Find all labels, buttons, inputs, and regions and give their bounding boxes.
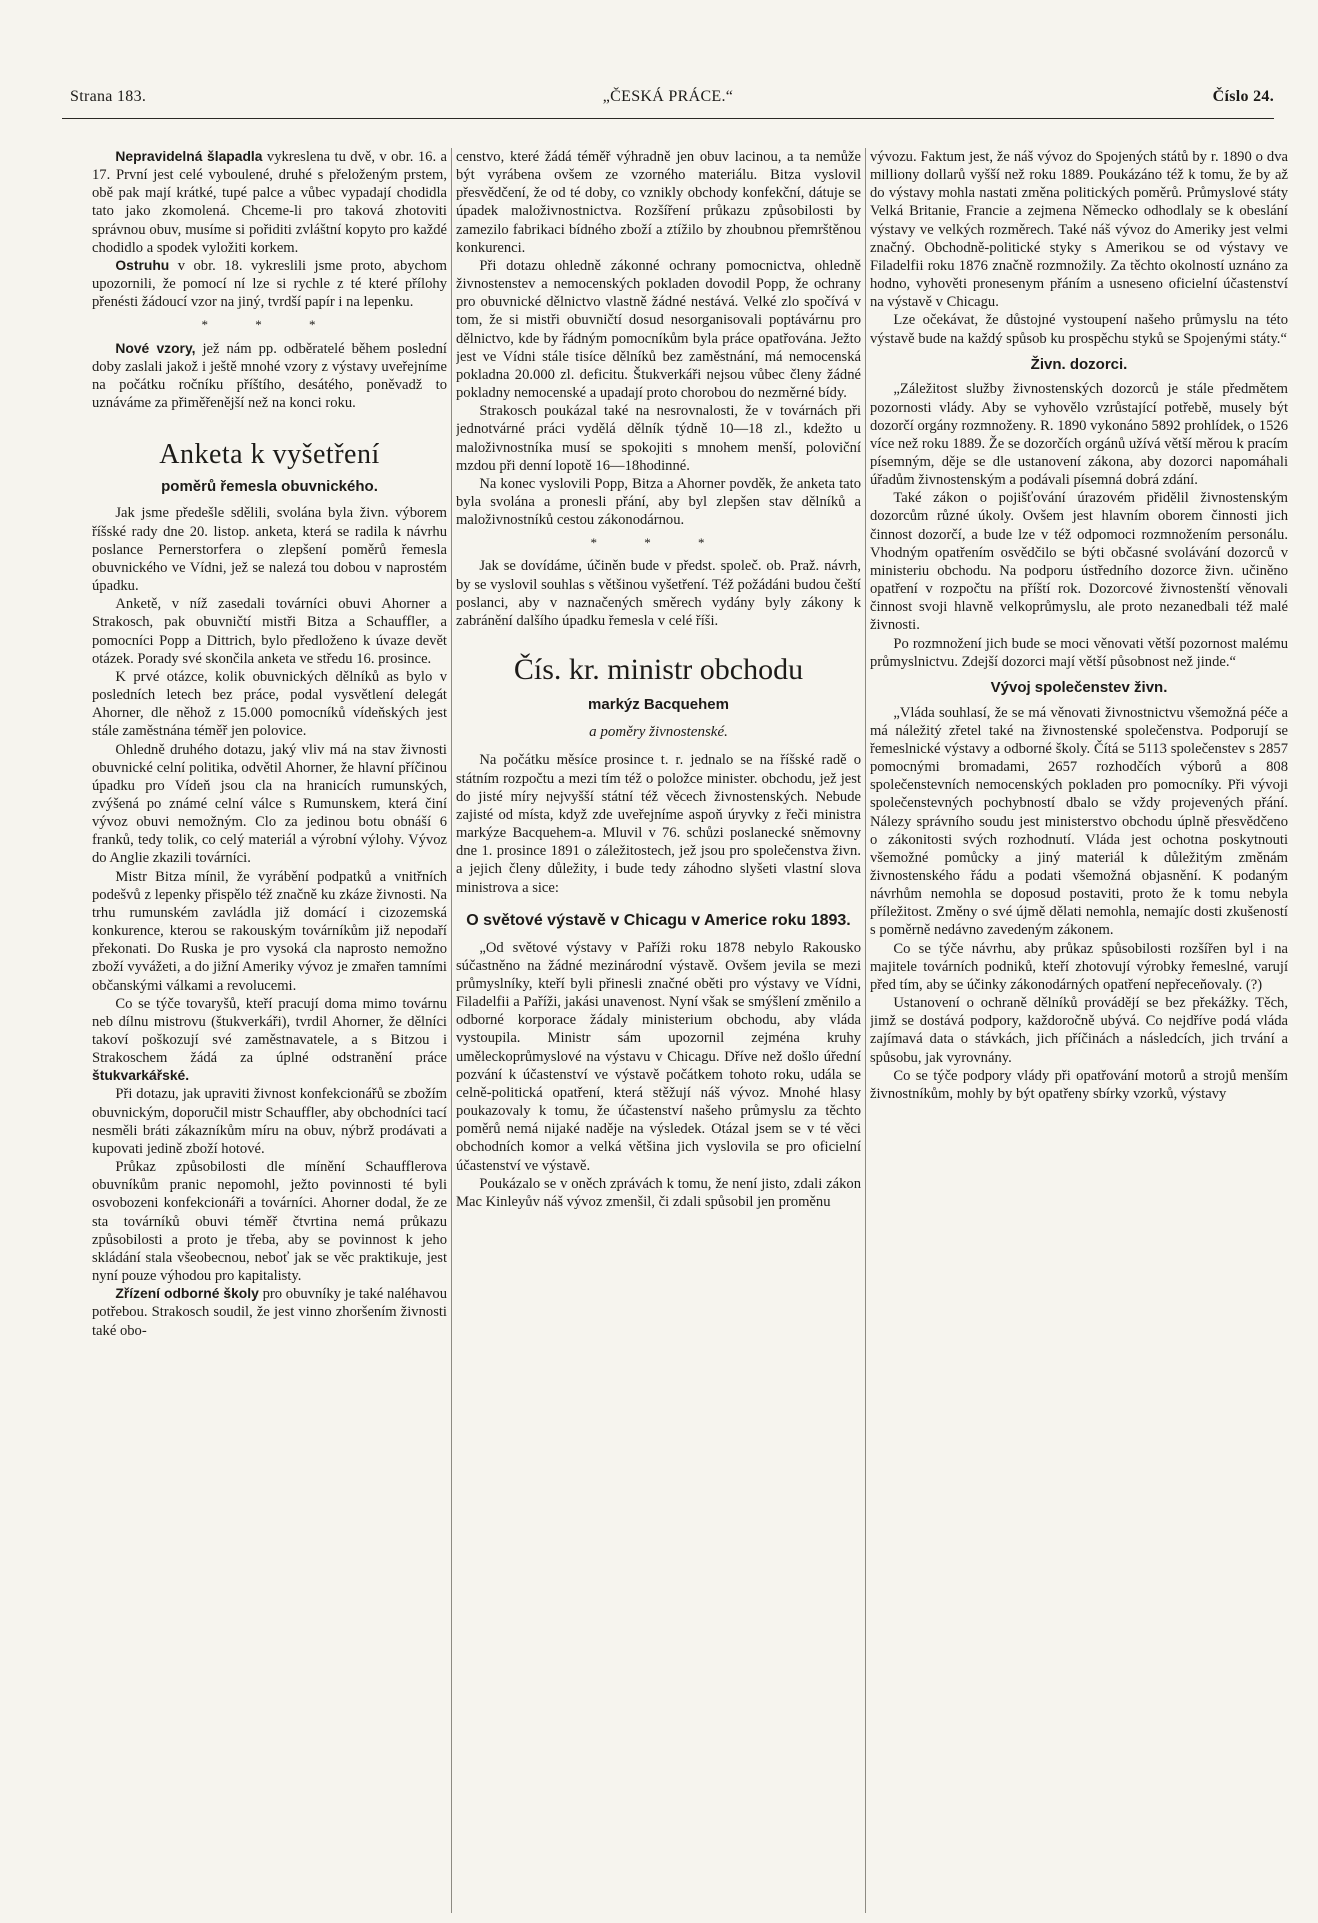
paragraph <box>92 257 447 311</box>
paragraph: Jak jsme předešle sdělili, svolána byla živn. výborem říšské rady dne 20. listop. anketa, která se radila k návrhu poslance Pernerstorfera o zlepšení poměrů řemesla obuvnického ve Vídni, jež se nalezá tou dobou v naprostém úpadku. <box>92 505 447 595</box>
paragraph-text: Co se týče tovaryšů, kteří pracují doma mimo továrnu neb dílnu mistrovu (štukverkáři), tvrdil Ahorner, že dělníci takoví poškozují své zaměstnavatele, a s Bitzou i Strakoschem žádá za úplné odstranění práce <box>92 995 447 1067</box>
paragraph: Strakosch poukázal také na nesrovnalosti, že v továrnách při jednotvárné práci vydělá dělník týdně 10—18 zl., kdežto u maloživnostníka musí se spokojiti s mnohem menší, poloviční mzdou při denní lopotě 16—18hodinné. <box>456 403 861 474</box>
article-subtitle: poměrů řemesla obuvnického. <box>161 477 378 495</box>
paragraph: Mistr Bitza mínil, že vyrábění podpatků a vnitřních podešvů z lepenky přispělo též značně ku zkáze živnosti. Na trhu rumunském zavládla již domácí i cizozemská konkurence, kterou se rakouským továrníkům již nepodaří překonati. Do Ruska je pro vysoká cla naprosto nemožno zboží vyvážeti, a do jižní Ameriky vývoz je zmařen tamními občanskými válkami a revolucemi. <box>92 868 447 994</box>
paragraph: Při dotazu, jak upraviti živnost konfekcionářů se zbožím obuvnickým, doporučil mistr Schauffler, aby obchodníci tací nesměli bráti zákazníkům míru na obuv, nýbrž prodávati a kupovati jedině zboží hotové. <box>92 1086 447 1157</box>
paragraph: „Záležitost služby živnostenských dozorců je stále předmětem pozornosti vlády. Aby se vyhovělo vzrůstající potřebě, musely být dozorčí orgány rozmnoženy. R. 1890 vykonáno 5892 prohlídek, o 1526 více než roku 1889. Že se dozorčích orgánů užívá větší měrou k pracím písemným, děje se dle ustanovení zákona, aby dozorci napomáhali úřadům živnostenským a podávali písemná dobrá zdání. <box>870 381 1288 489</box>
section-separator: * * * <box>201 317 338 333</box>
paragraph: Také zákon o pojišťování úrazovém přidělil živnostenským dozorcům různé úkoly. Ovšem jest hlavním oborem činnosti jich činnost dozorčí, a bude lze v též odpomoci rozmnožením personálu. Vhodným opatřením osvědčilo se býti občasné svolávání dozorců v ministeriu obchodu. Na podporu ústředního dozorce živn. učiněno opatření v rozpočtu na příští rok. Dozorcové živnostenští věnovali činnost svoji hlavně velkoprůmyslu, ale proto nezanedbali též malé živnosti. <box>870 490 1288 634</box>
column-3 <box>870 148 1288 1920</box>
paragraph <box>92 148 447 257</box>
section-heading: O světové výstavě v Chicagu v Americe roku 1893. <box>466 911 851 929</box>
paragraph: Na konec vyslovili Popp, Bitza a Ahorner povděk, že anketa tato byla svolána a pronesli přání, aby byl zlepšen stav dělníků a maloživnostníků cestou zákonodárnou. <box>456 475 861 529</box>
column-divider <box>865 148 866 1913</box>
paragraph-text: pro obuvníky je také naléhavou potřebou. Strakosch soudil, že jest vinno zhoršením živnosti také obo- <box>92 1286 447 1339</box>
paragraph: Lze očekávat, že důstojné vystoupení našeho průmyslu na této výstavě bude na každý spůsob ku prospěchu styků se Spojenými státy.“ <box>870 312 1288 347</box>
run-in-heading: Nepravidelná šlapadla <box>115 148 263 164</box>
column-2 <box>456 148 861 1920</box>
paragraph <box>92 995 447 1086</box>
paragraph-text: vykreslena tu dvě, v obr. 16. a 17. První jest celé vyboulené, druhé s přeloženým prstem, obě pak mají krátké, tupé palce a vůbec vypadají chodidla tato jako zkomolená. Chceme-li pro taková zhotoviti správnou obuv, musíme si pořiditi zvláštní kopyto pro každé chodidlo a spodek vyložiti korkem. <box>92 149 447 256</box>
article-subtitle: markýz Bacquehem <box>588 696 729 714</box>
article-title: Anketa k vyšetření <box>159 439 380 471</box>
header-rule <box>62 118 1274 119</box>
paragraph: Ustanovení o ochraně dělníků provádějí se bez překážky. Těch, jimž se dostává podpory, každoročně ubývá. Co nejdříve podá vláda zajímavá data o stávkách, jich příčinách a následcích, jich trvání a spůsobu, jak vyrovnány. <box>870 995 1288 1066</box>
paragraph: Na počátku měsíce prosince t. r. jednalo se na říšské radě o státním rozpočtu a mezi tím též o položce minister. obchodu, jež jest do jisté míry nejvyšší státní též věcech živnostenských. Nebude zajisté od místa, když zde uveřejníme aspoň úryvky z řeči ministra markýze Bacquehem-a. Mluvil v 76. schůzi poslanecké sněmovny dne 1. prosince 1891 o záležitostech, jež jsou pro společenstva živn. a jejich členy důležity, i bude tedy záhodno slyšeti vlastní slova ministrova a sice: <box>456 752 861 896</box>
column-divider <box>451 148 452 1913</box>
section-heading: Vývoj společenstev živn. <box>990 678 1168 696</box>
paragraph: Poukázalo se v oněch zprávách k tomu, že není jisto, zdali zákon Mac Kinleyův náš vývoz zmenšil, či zdali spůsobil jen proměnu <box>456 1175 861 1210</box>
run-in-heading: Zřízení odborné školy <box>115 1285 259 1302</box>
periodical-title: „ČESKÁ PRÁCE.“ <box>602 88 734 105</box>
page-header <box>62 88 1274 118</box>
paragraph: „Od světové výstavy v Paříži roku 1878 nebylo Rakousko súčastněno na žádné mezinárodní výstavě. Ovšem jevila se mezi průmyslníky, kteří byli přinesli značné oběti pro výstavy ve Vídni, Filadelfii a Paříži, jakási unavenost. Nyní však se smýšlení změnilo a odborné korporace žádaly ministerium obchodu, aby vláda vystoupila. Ministr sám upozornil zejména kruhy uměleckoprůmyslové na výstavu v Chicagu. Dříve než došlo úřední pozvání k účastenství ve výstavě počátkem tohoto roku, udála se celně-politická opatření, která stěžují náš vývoz. Mnohé hlasy poukazovaly k tomu, že účastenství našeho průmyslu za těchto poměrů nemá nijaké naděje na výsledek. Otázal jsem se v té věci obchodních komor a velká většina jich vyslovila se pro oficielní účastenství ve výstavě. <box>456 939 861 1174</box>
section-heading: Živn. dozorci. <box>1030 355 1128 373</box>
paragraph: vývozu. Faktum jest, že náš vývoz do Spojených států by r. 1890 o dva milliony dollarů vyšší než roku 1889. Poukázáno též k tomu, že by až do výstavy mohla nastati změna politických poměrů. Průmyslové státy Velká Britanie, Francie a zejmena Německo odhodlaly se k obeslání výstavy ve velkých rozměrech. Také náš vývoz do Ameriky jest velmi značný. Obchodně-politické styky s Amerikou se od výstavy ve Filadelfii roku 1876 značně rozmnožily. Za těchto okolností uznáno za hodno, vyhověti pronesenym přáním a usneseno oficielní účastenství na výstavě v Chicagu. <box>870 149 1288 311</box>
paragraph: Průkaz způsobilosti dle mínění Schaufflerova obuvníkům pranic nepomohl, ježto povinnosti té byli osvobozeni konfekcionáři a továrníci. Ahorner dodal, že ze sta továrníků obuvi téměř čtvrtina nemá průkazu způsobilosti a proto je třeba, aby se povinnost k jeho skládání stala všeobecnou, neboť jak se věc praktikuje, jest nyní pouze výhodou pro kapitalisty. <box>92 1159 447 1285</box>
paragraph: Co se týče podpory vlády při opatřování motorů a strojů menším živnostníkům, mohly by být opatřeny sbírky vzorků, výstavy <box>870 1067 1288 1102</box>
paragraph: Jak se dovídáme, účiněn bude v předst. společ. ob. Praž. návrh, by se vyslovil souhlas s většinou vyšetření. Též požádáni budou čeští poslanci, aby v naznačených směrech vydány byly zákony k zabránění dalšího úpadku řemesla v celé říši. <box>456 558 861 629</box>
run-in-heading: Ostruhu <box>115 256 170 273</box>
page-number: Strana 183. <box>70 88 147 105</box>
article-subtitle-italic: a poměry živnostenské. <box>589 723 728 740</box>
section-separator: * * * <box>590 535 727 551</box>
paragraph: K prvé otázce, kolik obuvnických dělníků as bylo v posledních letech bez práce, podal vysvětlení delegát Ahorner, dle něhož z 15.000 pomocníků vídeňských jest stále zaměstnána téměř jen polovice. <box>92 668 447 740</box>
column-1 <box>92 148 447 1920</box>
paragraph: Anketě, v níž zasedali továrníci obuvi Ahorner a Strakosch, pak obuvničtí mistři Bitza a Schauffler, a pomocníci Popp a Dittrich, bylo předloženo k úvaze devět otázek. Porady své skončila anketa ve středu 16. prosince. <box>92 596 447 667</box>
article-title: Čís. kr. ministr obchodu <box>513 653 804 687</box>
emphasis: štukvarkářské. <box>92 1067 190 1084</box>
paragraph-text: v obr. 18. vykreslili jsme proto, abychom upozornili, že pomocí ní lze si rychle z té které přílohy přenésti žádoucí vzor na jiný, tvrdší papír i na lepenku. <box>92 257 447 311</box>
issue-number: Číslo 24. <box>1212 88 1274 105</box>
paragraph: „Vláda souhlasí, že se má věnovati živnostnictvu všemožná péče a má náležitý zřetel také na živnostenské společenstva. Podporují se řemeslnické výstavy a odborné školy. Čítá se 5113 společenstev s 2857 pomocnými bromadami, 2657 rozhodčích výborů a 808 společenstevních nemocenských pokladen pro pomocníky. Při vývoji společenstevných pochybností dbalo se vždy projevených přání. Nálezy správního soudu jest ministerstvo obchodu úplně přesvědčeno o zákonitosti svých rozhodnutí. Vláda jest ochotna poskytnouti všemožné pomůcky a jiný materiál k důležitým změnám živnostenského řádu a podati všemožná objasnění. K podaným návrhům nemohla se doposud postaviti, proto že k tomu nebyla příležitost. Změny o své újmě dělati nemohla, nemajíc dosti zkušeností s poměrně nedávno zavedeným zákonem. <box>870 704 1288 939</box>
paragraph: Co se týče návrhu, aby průkaz spůsobilosti rozšířen byl i na majitele továrních podniků, kteří zhotovují výrobky řemeslné, varují před tím, aby se účinky zákonodárných opatření nepřeceňovaly. (?) <box>870 940 1288 993</box>
paragraph <box>92 1285 447 1339</box>
paragraph <box>92 340 447 413</box>
run-in-heading: Nové vzory, <box>115 339 196 356</box>
paragraph: censtvo, které žádá téměř výhradně jen obuv lacinou, a ta nemůže být vyrábena ovšem ze vzorného materiálu. Bitza vyslovil přesvědčení, že od té doby, co vznikly obchody konfekční, dátuje se úpadek maloživnostnictva. Rozšíření průkazu způsobilosti by zamezilo fabrikaci bídného zboží a ztížilo by zhoubnou přemrštěnou konkurenci. <box>456 149 861 256</box>
paragraph: Ohledně druhého dotazu, jaký vliv má na stav živnosti obuvnické celní politika, odvětil Ahorner, že hlavní příčinou úpadku pro Vídeň jsou cla na hranicích rumunských, zvýšená po známé celní válce s Rumunskem, která činí vývoz obuvi nemožným. Clo za jedinou botu obnáší 6 franků, tedy tolik, co celý materiál a výrobní výlohy. Vývoz do Anglie zkazili továrníci. <box>92 741 447 867</box>
paragraph: Při dotazu ohledně zákonné ochrany pomocnictva, ohledně živnostenstev a nemocenských pokladen dovodil Popp, že ochrany pro obuvnické dělnictvo vlastně žádné nestává. Velké zlo spočívá v tom, že si mistři obuvničtí dosud nesorganisovali poptávárnu pro dělnictvo, kde by řádným pomocníkům byla práce opatřována. Ježto jest ve Vídni stále tisíce dělníků bez zaměstnání, má nemocenská pokladna 20.000 zl. deficitu. Štukverkáři nejsou vůbec členy žádné pokladny nemocenské a upadají proto chorobou do nezměrné bídy. <box>456 257 861 402</box>
paragraph-text: jež nám pp. odběratelé během poslední doby zaslali jakož i ještě mnohé vzory z výstavy uveřejníme na počátku ročníku příštího, desátého, poněvadž to uznáváme za přiměřenější než na konci roku. <box>92 340 447 412</box>
paragraph: Po rozmnožení jich bude se moci věnovati větší pozornost malému průmyslnictvu. Zdejší dozorci mají větší působnost než jinde.“ <box>870 635 1288 670</box>
